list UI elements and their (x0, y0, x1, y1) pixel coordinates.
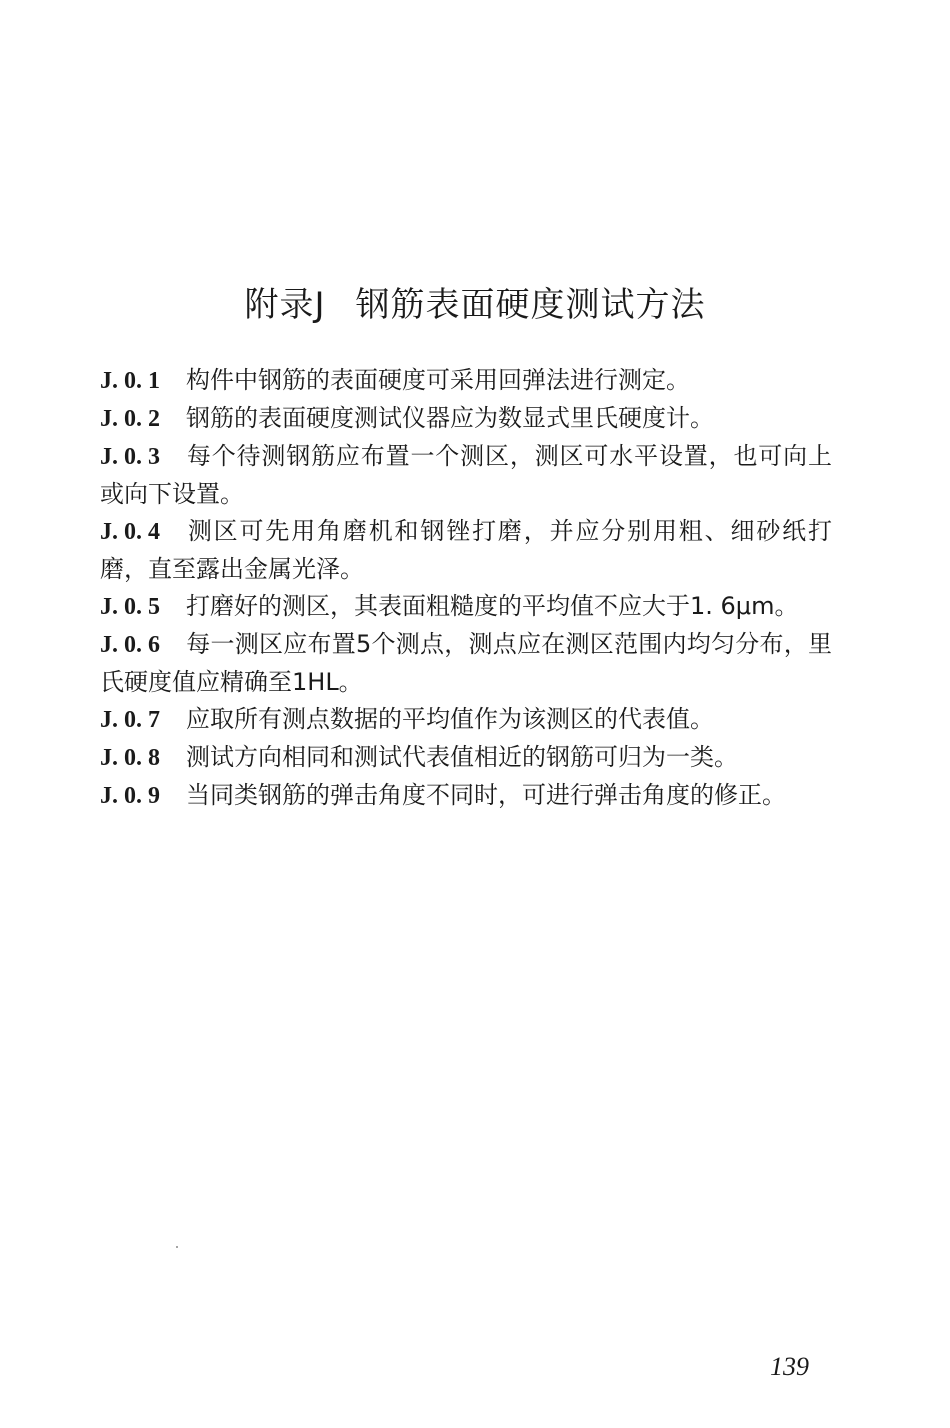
clause-text: 应取所有测点数据的平均值作为该测区的代表值。 (186, 705, 714, 733)
clause-j-0-2 (100, 400, 832, 438)
clause-j-0-5 (100, 588, 832, 626)
clause-j-0-1 (100, 362, 832, 400)
clause-number: J. 0. 1 (100, 368, 160, 394)
scan-speck (176, 1246, 178, 1248)
clause-j-0-9 (100, 777, 832, 815)
clause-j-0-6 (100, 626, 832, 701)
clause-list (100, 362, 832, 815)
clause-j-0-4 (100, 513, 832, 588)
clause-text: 测区可先用角磨机和钢锉打磨，并应分别用粗、细砂纸打磨，直至露出金属光泽。 (100, 517, 832, 583)
clause-text: 当同类钢筋的弹击角度不同时，可进行弹击角度的修正。 (186, 781, 786, 809)
clause-number: J. 0. 2 (100, 406, 160, 432)
page-title (0, 281, 950, 329)
clause-text: 打磨好的测区，其表面粗糙度的平均值不应大于1. 6μm。 (186, 592, 799, 620)
clause-text: 构件中钢筋的表面硬度可采用回弹法进行测定。 (186, 366, 690, 394)
clause-j-0-7 (100, 701, 832, 739)
clause-text: 钢筋的表面硬度测试仪器应为数显式里氏硬度计。 (186, 404, 714, 432)
clause-text: 每个待测钢筋应布置一个测区，测区可水平设置，也可向上或向下设置。 (100, 442, 832, 508)
page-number: 139 (770, 1352, 809, 1381)
clause-text: 每一测区应布置5个测点，测点应在测区范围内均匀分布，里氏硬度值应精确至1HL。 (100, 630, 832, 696)
clause-text: 测试方向相同和测试代表值相近的钢筋可归为一类。 (186, 743, 738, 771)
clause-number: J. 0. 7 (100, 707, 160, 733)
clause-j-0-8 (100, 739, 832, 777)
appendix-title: 钢筋表面硬度测试方法 (355, 284, 706, 325)
clause-number: J. 0. 9 (100, 783, 160, 809)
clause-number: J. 0. 3 (100, 444, 160, 470)
clause-number: J. 0. 8 (100, 745, 160, 771)
clause-j-0-3 (100, 438, 832, 513)
appendix-label: 附录J (244, 284, 326, 325)
clause-number: J. 0. 6 (100, 632, 160, 658)
clause-number: J. 0. 5 (100, 594, 160, 620)
clause-number: J. 0. 4 (100, 519, 160, 545)
